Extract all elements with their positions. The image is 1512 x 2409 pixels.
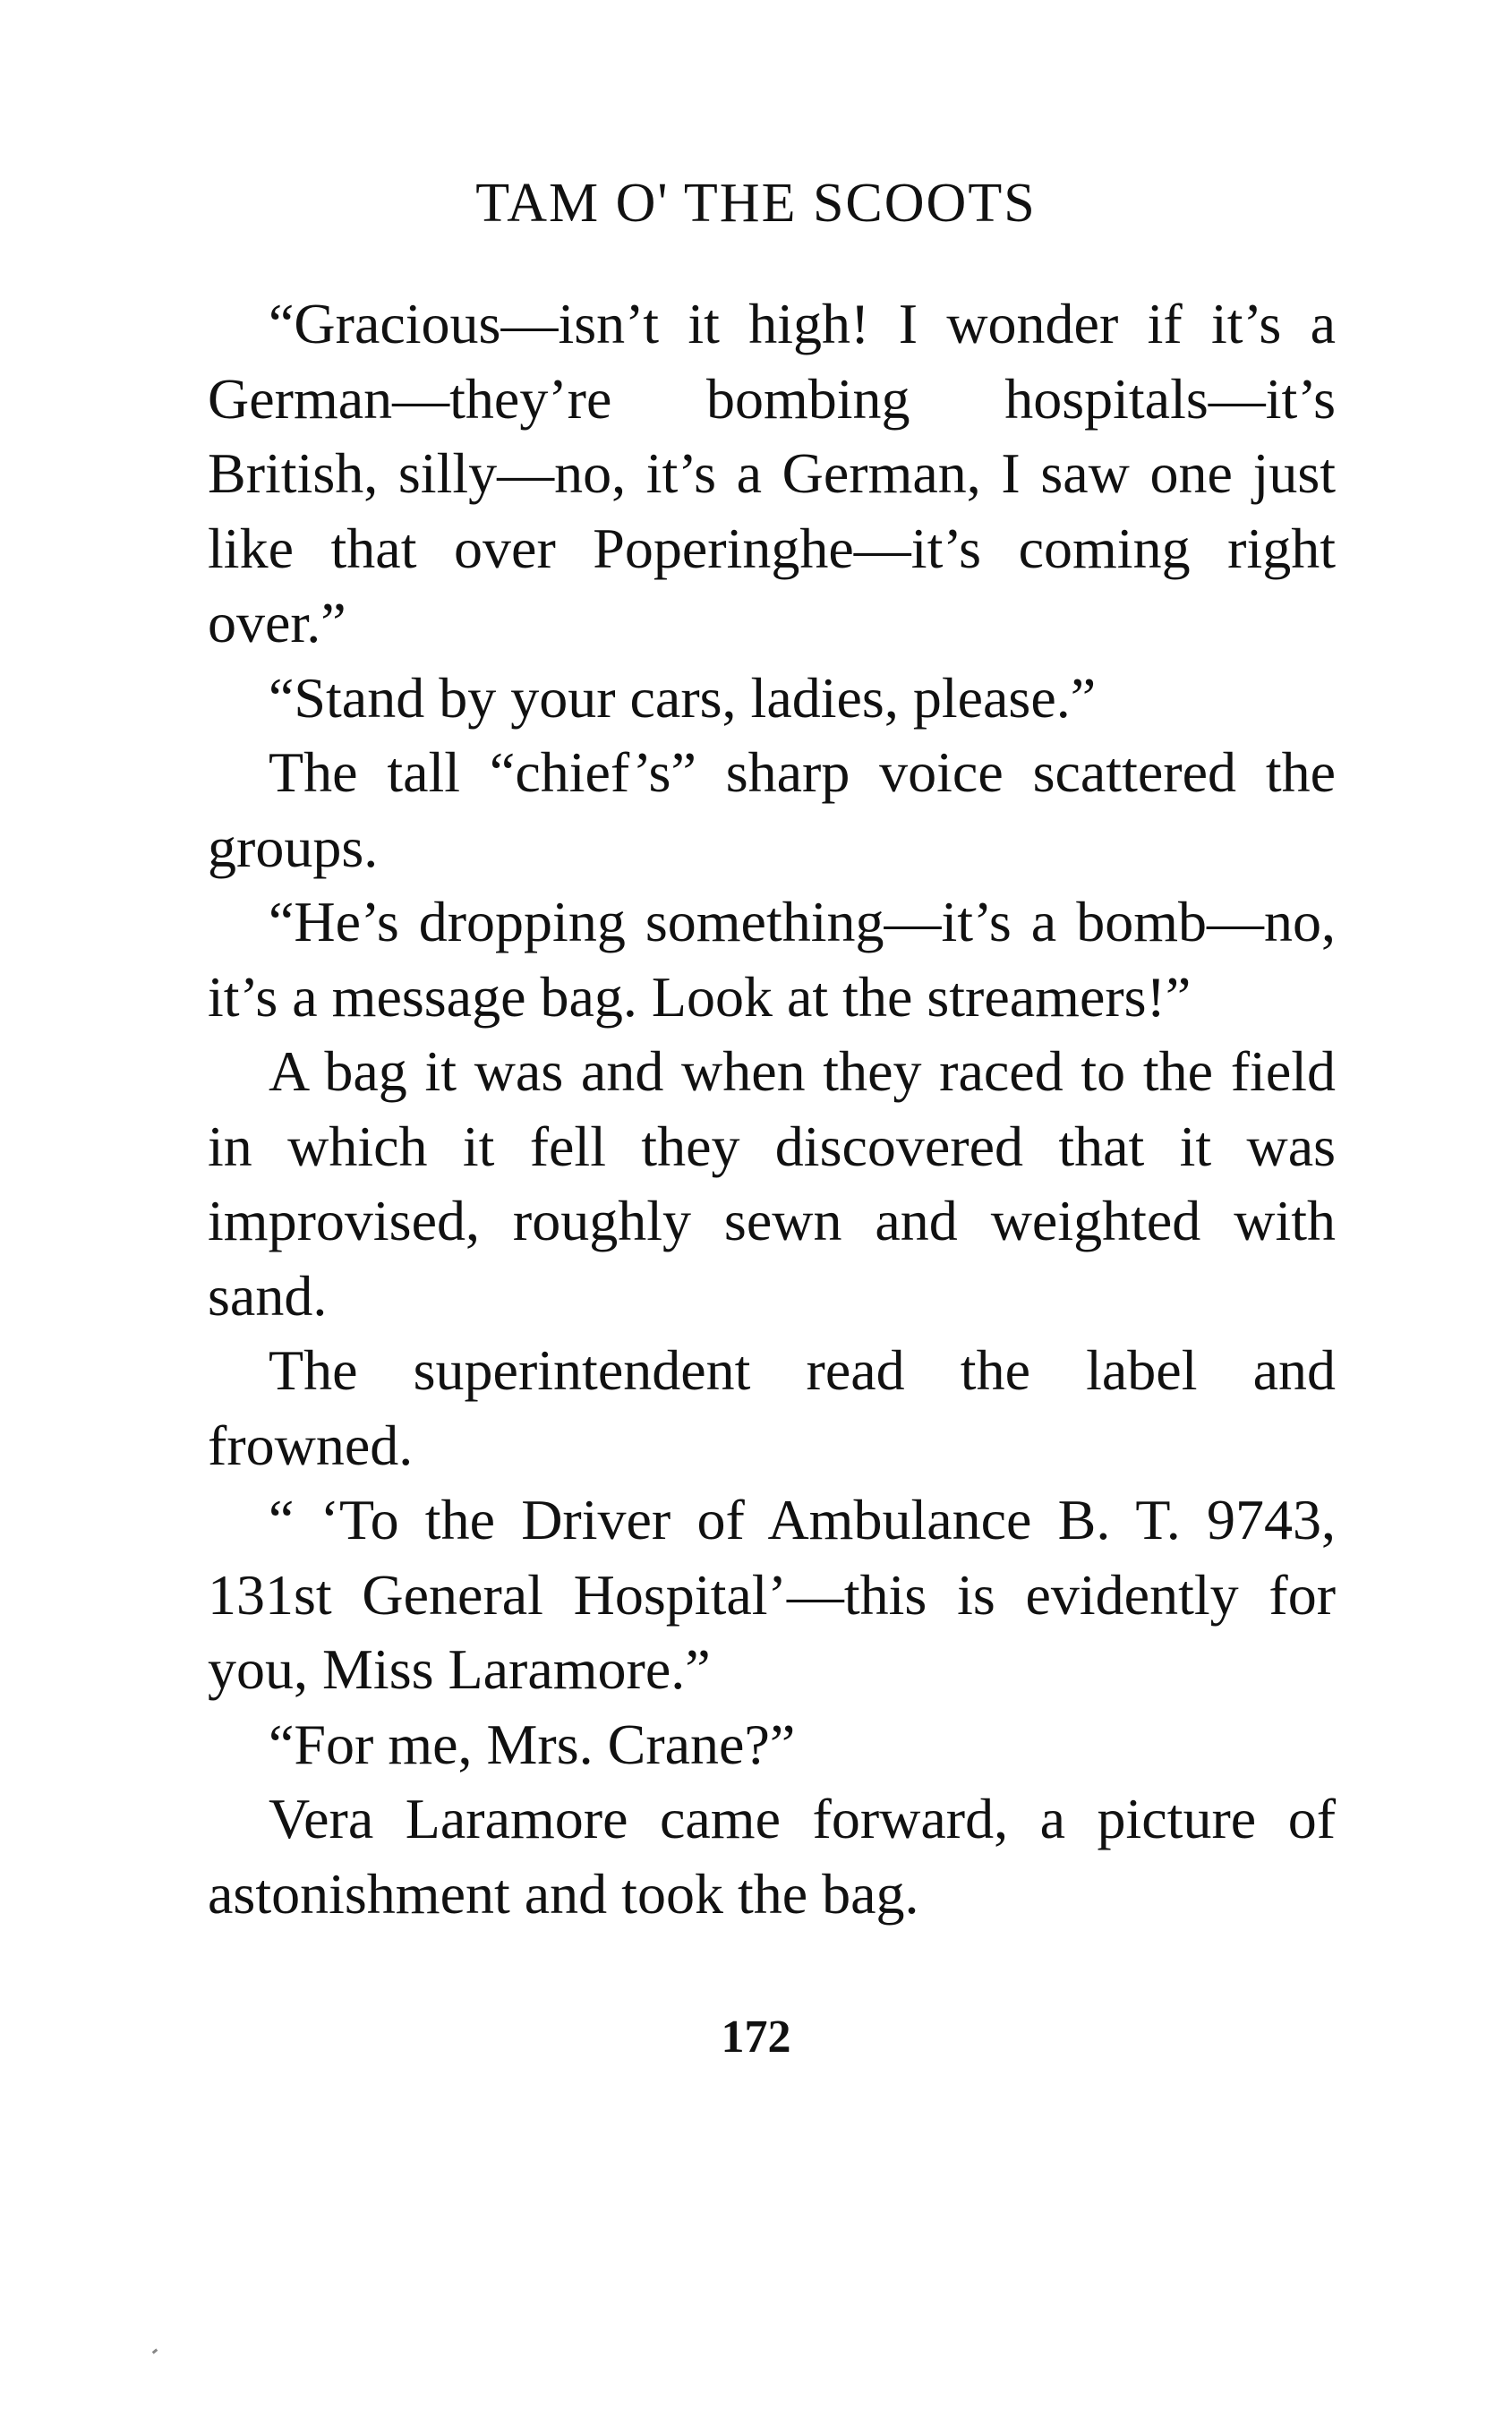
page-number: 172 [721,2012,791,2063]
paragraph: “ ‘To the Driver of Ambulance B. T. 9743, 131st General Hospital’—this is evidently for you, Miss Laramore.” [208,1488,1336,1701]
paragraph: The tall “chief’s” sharp voice scattered the groups. [208,740,1336,879]
paragraph: Vera Laramore came forward, a picture of astonishment and took the bag. [208,1787,1336,1926]
paragraph: “Gracious—isn’t it high! I wonder if it’s a German—they’re bombing hospitals—it’s British, silly—no, it’s a German, I saw one just like that over Poperinghe—it’s coming right over.” [208,292,1336,654]
running-head: TAM O' THE SCOOTS [475,173,1037,234]
paragraph: A bag it was and when they raced to the field in which it fell they discovered that it was improvised, roughly sewn and weighted with sand. [208,1039,1336,1328]
paragraph: The superintendent read the label and frowned. [208,1338,1336,1477]
scan-speck [152,2348,158,2353]
paragraph: “Stand by your cars, ladies, please.” [269,665,1097,730]
paragraph: “For me, Mrs. Crane?” [269,1712,796,1776]
body-text [208,286,1336,1931]
paragraph: “He’s dropping something—it’s a bomb—no, it’s a message bag. Look at the streamers!” [208,890,1336,1029]
